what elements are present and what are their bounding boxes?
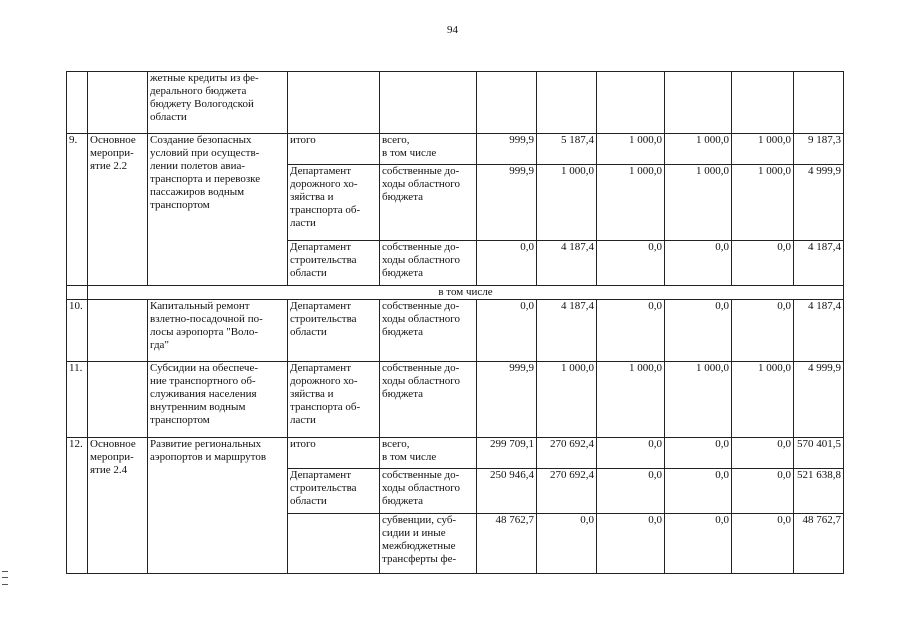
amount-cell: 1 000,0 bbox=[597, 165, 665, 241]
executor-cell: итого bbox=[288, 438, 380, 469]
amount-cell: 0,0 bbox=[665, 300, 732, 362]
row-number: 11. bbox=[67, 362, 88, 438]
table-row bbox=[67, 134, 844, 165]
margin-mark-icon bbox=[2, 571, 8, 585]
amount-cell: 1 000,0 bbox=[665, 165, 732, 241]
total-cell: 4 187,4 bbox=[794, 300, 844, 362]
table-row bbox=[67, 300, 844, 362]
table-row bbox=[67, 362, 844, 438]
amount-cell: 0,0 bbox=[732, 300, 794, 362]
amount-cell: 0,0 bbox=[597, 514, 665, 574]
measure-description: Создание безопасных условий при осуществ- лении полетов авиа- транспорта и перевозке пассажиров водным транспортом bbox=[148, 134, 288, 286]
amount-cell: 0,0 bbox=[477, 300, 537, 362]
amount-cell: 4 187,4 bbox=[537, 300, 597, 362]
measure-description: Капитальный ремонт взлетно-посадочной по- лосы аэропорта "Воло- гда" bbox=[148, 300, 288, 362]
funding-source-cell: субвенции, суб- сидии и иные межбюджетные трансферты фе- bbox=[380, 514, 477, 574]
row-number: 10. bbox=[67, 300, 88, 362]
amount-cell: 0,0 bbox=[665, 438, 732, 469]
amount-cell bbox=[665, 72, 732, 134]
row-number: 9. bbox=[67, 134, 88, 286]
amount-cell: 4 187,4 bbox=[537, 241, 597, 286]
amount-cell: 250 946,4 bbox=[477, 469, 537, 514]
measure-label bbox=[88, 300, 148, 362]
executor-cell: Департамент строительства области bbox=[288, 300, 380, 362]
measure-label: Основное меропри- ятие 2.4 bbox=[88, 438, 148, 574]
measure-description: Развитие региональных аэропортов и маршрутов bbox=[148, 438, 288, 574]
amount-cell: 0,0 bbox=[665, 514, 732, 574]
amount-cell bbox=[537, 72, 597, 134]
amount-cell: 270 692,4 bbox=[537, 469, 597, 514]
amount-cell: 1 000,0 bbox=[732, 134, 794, 165]
executor-cell: Департамент строительства области bbox=[288, 469, 380, 514]
amount-cell: 1 000,0 bbox=[537, 165, 597, 241]
amount-cell: 1 000,0 bbox=[665, 134, 732, 165]
total-cell: 9 187,3 bbox=[794, 134, 844, 165]
amount-cell bbox=[477, 72, 537, 134]
row-number bbox=[67, 72, 88, 134]
amount-cell: 999,9 bbox=[477, 165, 537, 241]
total-cell: 570 401,5 bbox=[794, 438, 844, 469]
amount-cell: 0,0 bbox=[732, 514, 794, 574]
executor-cell: Департамент дорожного хо- зяйства и транспорта об- ласти bbox=[288, 362, 380, 438]
total-cell bbox=[794, 72, 844, 134]
executor-cell: Департамент строительства области bbox=[288, 241, 380, 286]
funding-source-cell: собственные до- ходы областного бюджета bbox=[380, 300, 477, 362]
table-cell bbox=[67, 286, 88, 300]
total-cell: 4 999,9 bbox=[794, 362, 844, 438]
amount-cell: 0,0 bbox=[597, 469, 665, 514]
group-note: в том числе bbox=[88, 286, 844, 300]
funding-source-cell: собственные до- ходы областного бюджета bbox=[380, 165, 477, 241]
executor-cell bbox=[288, 72, 380, 134]
amount-cell: 1 000,0 bbox=[597, 362, 665, 438]
funding-source-cell bbox=[380, 72, 477, 134]
measure-label: Основное меропри- ятие 2.2 bbox=[88, 134, 148, 286]
amount-cell: 270 692,4 bbox=[537, 438, 597, 469]
amount-cell: 0,0 bbox=[597, 300, 665, 362]
amount-cell: 1 000,0 bbox=[665, 362, 732, 438]
amount-cell bbox=[597, 72, 665, 134]
amount-cell: 1 000,0 bbox=[732, 165, 794, 241]
amount-cell: 0,0 bbox=[665, 241, 732, 286]
page-number: 94 bbox=[447, 24, 458, 36]
table-row bbox=[67, 72, 844, 134]
funding-source-cell: всего, в том числе bbox=[380, 134, 477, 165]
total-cell: 4 187,4 bbox=[794, 241, 844, 286]
total-cell: 4 999,9 bbox=[794, 165, 844, 241]
row-number: 12. bbox=[67, 438, 88, 574]
amount-cell: 5 187,4 bbox=[537, 134, 597, 165]
amount-cell: 299 709,1 bbox=[477, 438, 537, 469]
measure-description: Субсидии на обеспече- ние транспортного об- служивания населения внутренним водным транспортом bbox=[148, 362, 288, 438]
amount-cell: 0,0 bbox=[537, 514, 597, 574]
total-cell: 521 638,8 bbox=[794, 469, 844, 514]
amount-cell: 0,0 bbox=[597, 438, 665, 469]
funding-source-cell: собственные до- ходы областного бюджета bbox=[380, 469, 477, 514]
executor-cell: итого bbox=[288, 134, 380, 165]
amount-cell bbox=[732, 72, 794, 134]
amount-cell: 0,0 bbox=[732, 241, 794, 286]
executor-cell: Департамент дорожного хо- зяйства и транспорта об- ласти bbox=[288, 165, 380, 241]
table-row bbox=[67, 438, 844, 469]
measure-label bbox=[88, 72, 148, 134]
amount-cell: 0,0 bbox=[597, 241, 665, 286]
amount-cell: 0,0 bbox=[477, 241, 537, 286]
funding-source-cell: собственные до- ходы областного бюджета bbox=[380, 362, 477, 438]
total-cell: 48 762,7 bbox=[794, 514, 844, 574]
amount-cell: 999,9 bbox=[477, 362, 537, 438]
amount-cell: 999,9 bbox=[477, 134, 537, 165]
funding-source-cell: собственные до- ходы областного бюджета bbox=[380, 241, 477, 286]
funding-source-cell: всего, в том числе bbox=[380, 438, 477, 469]
amount-cell: 1 000,0 bbox=[537, 362, 597, 438]
amount-cell: 0,0 bbox=[665, 469, 732, 514]
amount-cell: 1 000,0 bbox=[597, 134, 665, 165]
amount-cell: 48 762,7 bbox=[477, 514, 537, 574]
amount-cell: 0,0 bbox=[732, 438, 794, 469]
executor-cell bbox=[288, 514, 380, 574]
amount-cell: 0,0 bbox=[732, 469, 794, 514]
table-row bbox=[67, 286, 844, 300]
measure-description: жетные кредиты из фе- дерального бюджета бюджету Вологодской области bbox=[148, 72, 288, 134]
amount-cell: 1 000,0 bbox=[732, 362, 794, 438]
measure-label bbox=[88, 362, 148, 438]
budget-table bbox=[66, 71, 844, 574]
